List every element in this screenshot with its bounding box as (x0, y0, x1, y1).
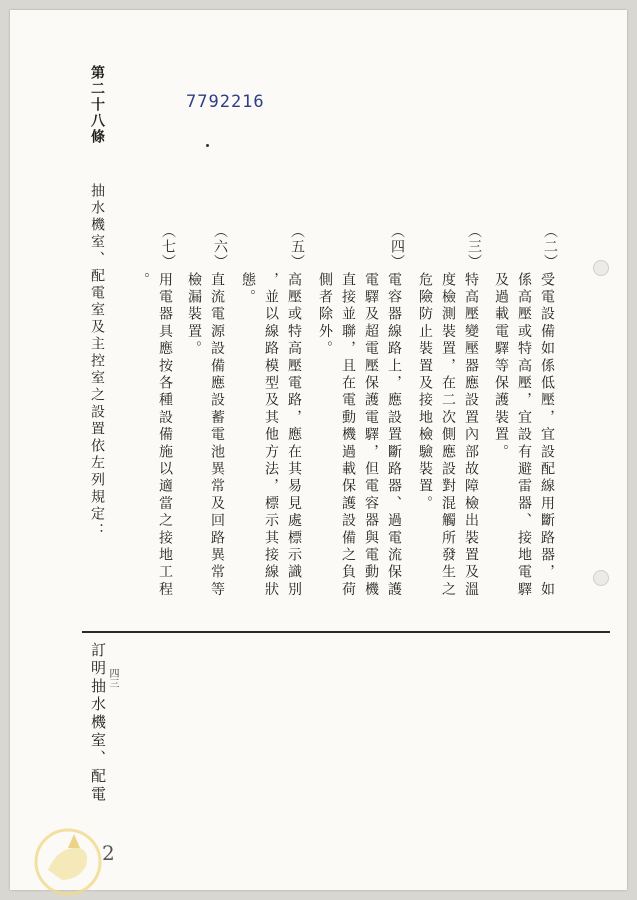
item-line: 特高壓變壓器應設置內部故障檢出裝置及溫 (463, 272, 479, 599)
item-number: （五） (289, 224, 305, 269)
page-number: 四三 (107, 668, 118, 688)
item-line: 電容器線路上，應設置斷路器、過電流保護 (386, 272, 402, 599)
item-line: 用電器具應按各種設備施以適當之接地工程 (157, 272, 173, 599)
item-line: 受電設備如係低壓，宜設配線用斷路器，如 (539, 272, 555, 599)
item-line: 危險防止裝置及接地檢驗裝置。 (417, 272, 433, 513)
item-number: （三） (466, 224, 482, 269)
stamp-number: 7792216 (186, 92, 265, 112)
item-line: 直流電源設備應設蓄電池異常及回路異常等 (209, 272, 225, 599)
item-line: 態。 (240, 272, 256, 307)
article-title: 抽水機室、配電室及主控室之設置依左列規定： (89, 183, 105, 540)
punch-hole (593, 570, 609, 586)
item-number: （七） (160, 224, 176, 269)
item-number: （二） (542, 224, 558, 269)
item-line: 度檢測裝置，在二次側應設對混觸所發生之 (440, 272, 456, 599)
archive-logo (28, 818, 124, 898)
item-line: 高壓或特高壓電路，應在其易見處標示識別 (286, 272, 302, 599)
item-line: 及過載電驛等保護裝置。 (493, 272, 509, 462)
margin-note: 訂明抽水機室、配電 (89, 642, 107, 804)
logo-mark: 2 (102, 841, 115, 865)
item-line: 係高壓或特高壓，宜設有避雷器、接地電驛 (516, 272, 532, 599)
item-line: 。 (134, 272, 150, 290)
ink-dot (206, 144, 209, 147)
item-number: （六） (212, 224, 228, 269)
item-line: 直接並聯，且在電動機過載保護設備之負荷 (340, 272, 356, 599)
punch-hole (593, 260, 609, 276)
item-line: 側者除外。 (317, 272, 333, 358)
article-number: 第二十八條 (89, 65, 105, 145)
item-line: 電驛及超電壓保護電驛，但電容器與電動機 (363, 272, 379, 599)
item-line: ，並以線路模型及其他方法，標示其接線狀 (263, 272, 279, 599)
item-line: 檢漏裝置。 (186, 272, 202, 358)
document-page (10, 10, 627, 890)
section-divider (82, 631, 610, 633)
item-number: （四） (389, 224, 405, 269)
